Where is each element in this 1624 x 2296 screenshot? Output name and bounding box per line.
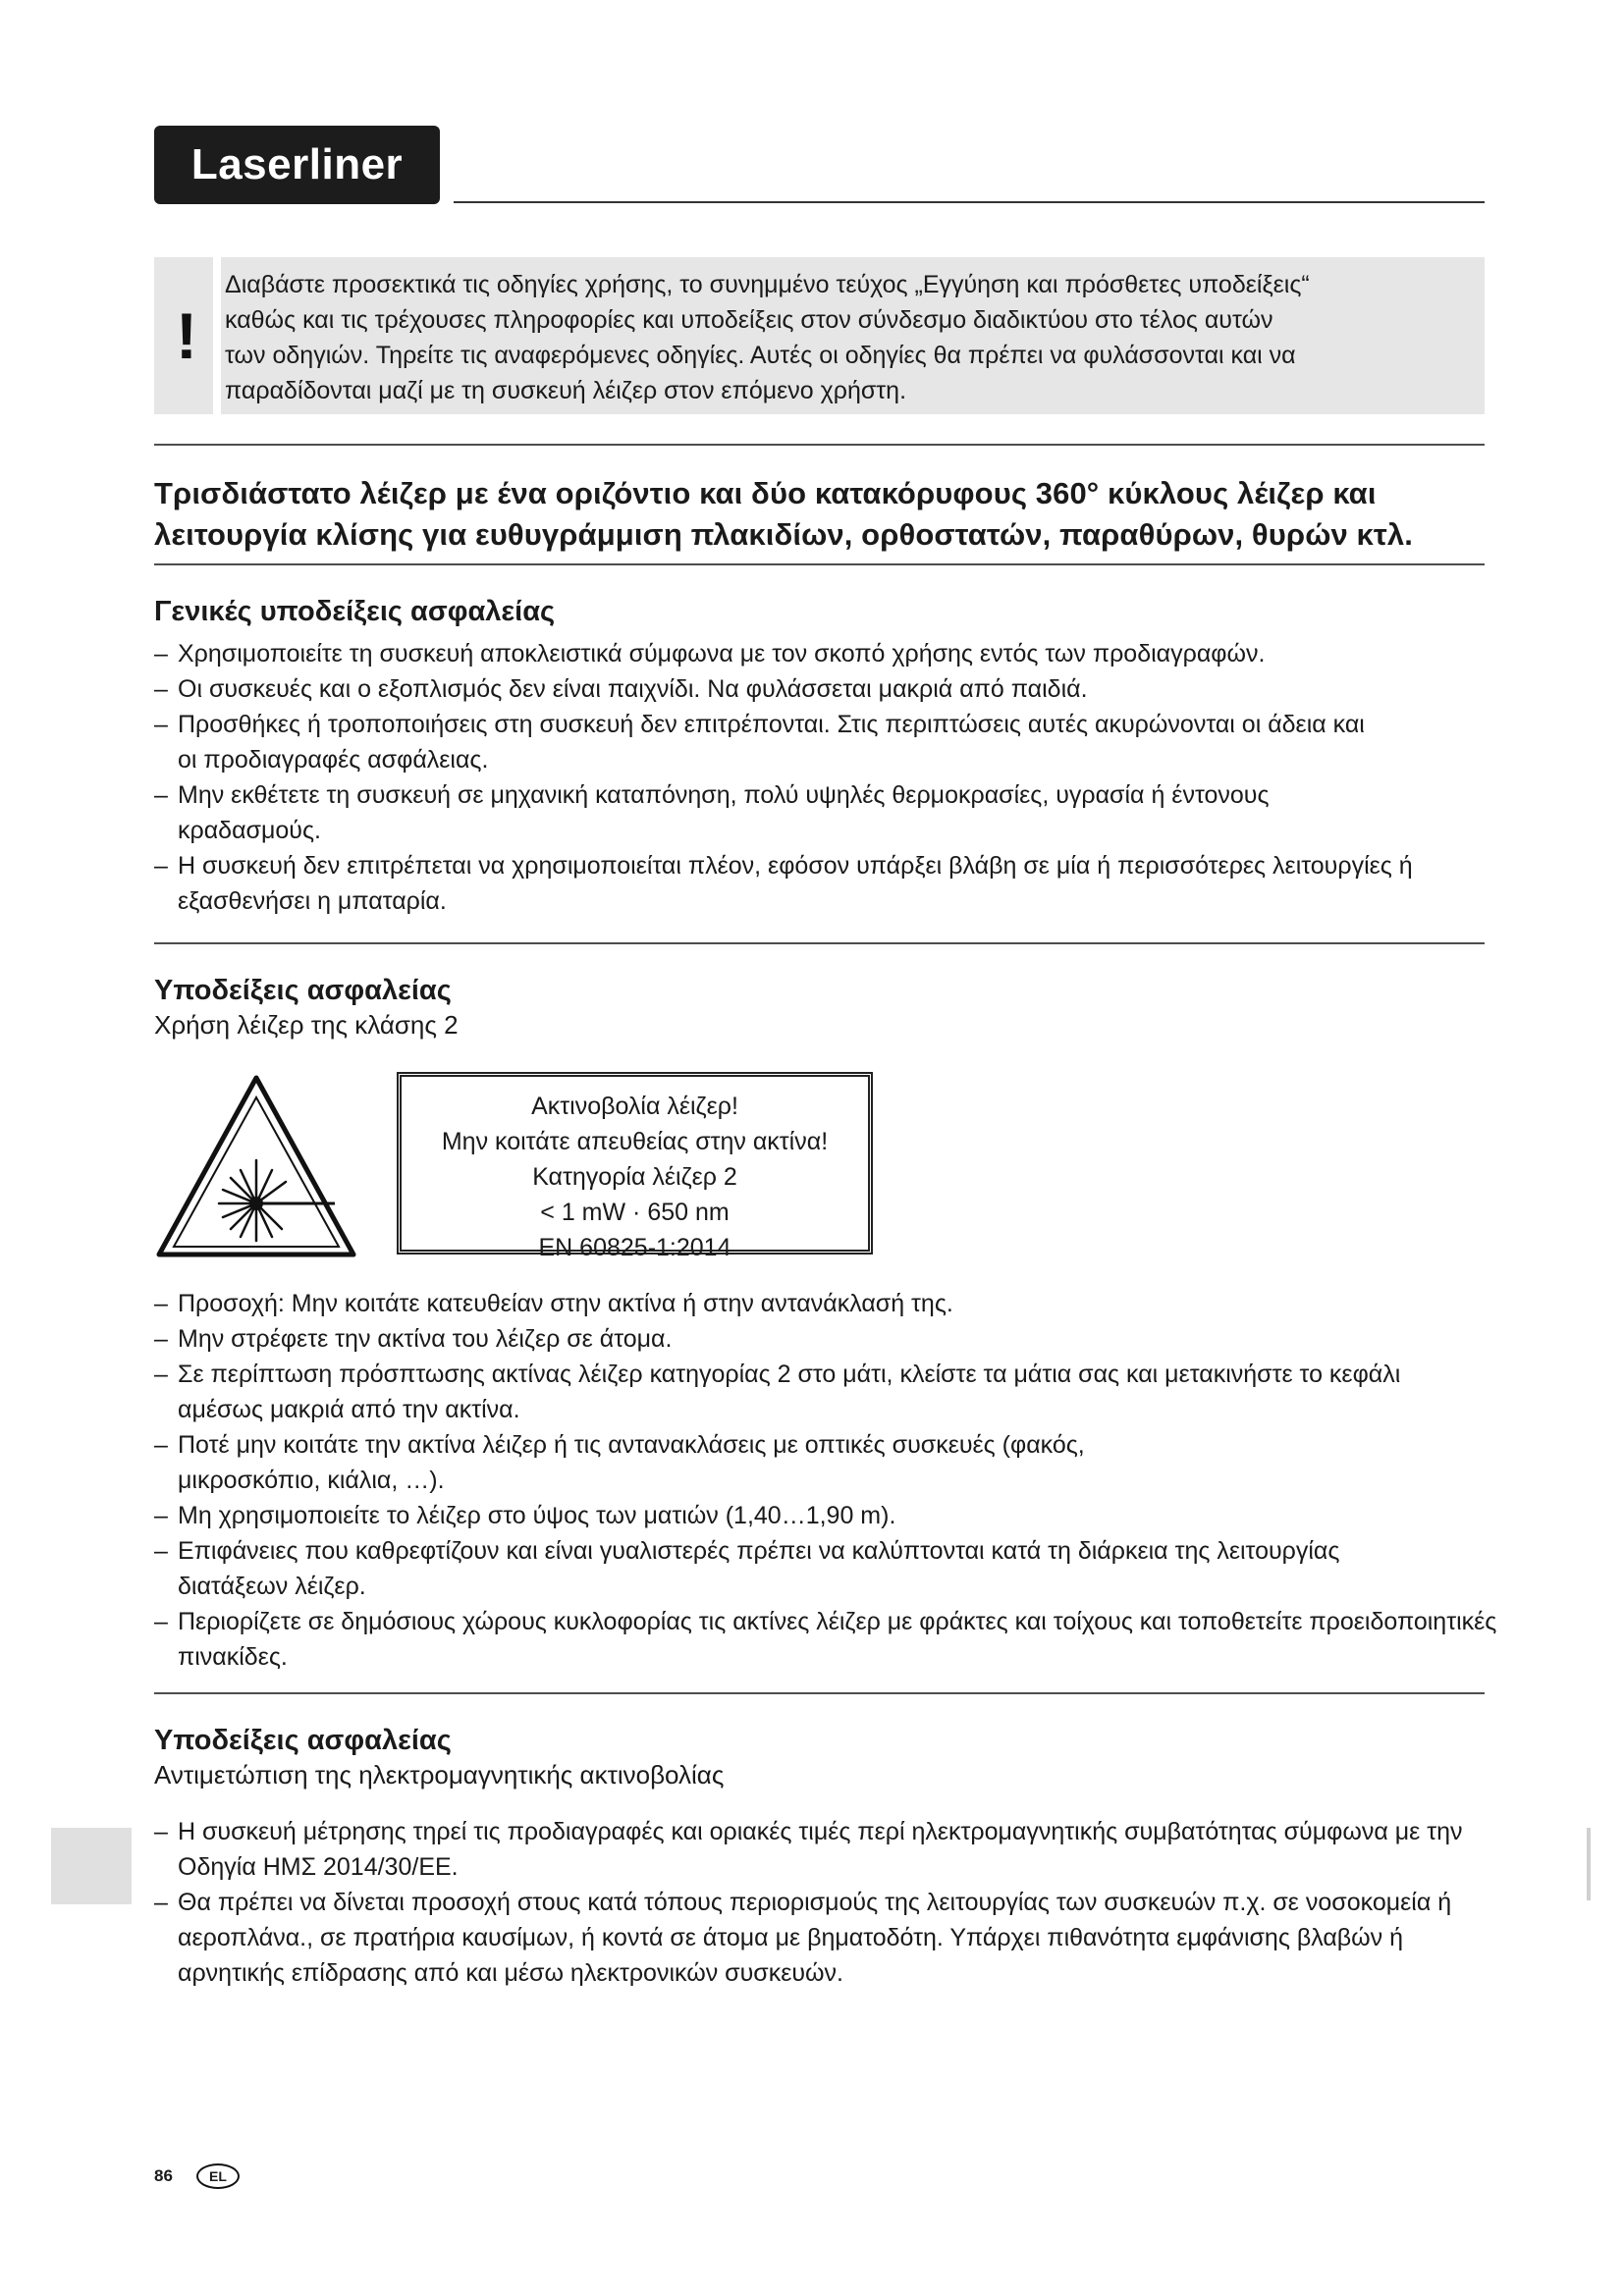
list-item: – Προσθήκες ή τροποποιήσεις στη συσκευή δεν επιτρέπονται. Στις περιπτώσεις αυτές ακυρώνονται οι άδεια και οι προδιαγραφές ασφάλειας. — [154, 707, 1385, 777]
page-number: 86 — [154, 2166, 173, 2185]
notice-line: των οδηγιών. Τηρείτε τις αναφερόμενες οδηγίες. Αυτές οι οδηγίες θα πρέπει να φυλάσσονται και να — [225, 342, 1296, 369]
exclamation-icon: ! — [176, 299, 197, 372]
emc-safety-heading: Υποδείξεις ασφαλείας — [154, 1725, 452, 1756]
label-line: EN 60825-1:2014 — [538, 1234, 731, 1261]
emc-safety-subheading: Αντιμετώπιση της ηλεκτρομαγνητικής ακτινοβολίας — [154, 1760, 725, 1789]
label-line: Κατηγορία λέιζερ 2 — [532, 1163, 737, 1191]
section-divider — [154, 563, 1485, 565]
list-item: – Η συσκευή δεν επιτρέπεται να χρησιμοποιείται πλέον, εφόσον υπάρξει βλάβη σε μία ή περισσότερες λειτουργίες ή εξασθενήσει η μπαταρία. — [154, 848, 1425, 919]
brand-logo: Laserliner — [154, 126, 440, 204]
emc-safety-list — [154, 1814, 1499, 1991]
laser-safety-heading: Υποδείξεις ασφαλείας — [154, 975, 452, 1006]
section-divider — [154, 444, 1485, 446]
laser-warning-triangle-icon — [154, 1072, 358, 1260]
notice-line: καθώς και τις τρέχουσες πληροφορίες και υποδείξεις στον σύνδεσμο διαδικτύου στο τέλος αυτών — [225, 306, 1273, 334]
list-item: – Ποτέ μην κοιτάτε την ακτίνα λέιζερ ή τις αντανακλάσεις με οπτικές συσκευές (φακός, μικροσκόπιο, κιάλια, …). — [154, 1427, 1160, 1498]
list-item: – Επιφάνειες που καθρεφτίζουν και είναι γυαλιστερές πρέπει να καλύπτονται κατά τη διάρκεια της λειτουργίας διατάξεων λέιζερ. — [154, 1533, 1385, 1604]
list-item: – Μην στρέφετε την ακτίνα του λέιζερ σε άτομα. — [154, 1321, 1499, 1357]
list-item: – Θα πρέπει να δίνεται προσοχή στους κατά τόπους περιορισμούς της λειτουργίας των συσκευών π.χ. σε νοσοκομεία ή αεροπλάνα., σε πρατήρια καυσίμων, ή κοντά σε άτομα με βηματοδότη. Υπάρχει πιθανότητα εμφάνισης βλαβών ή αρνητικής επίδρασης από και μέσω ηλεκτρονικών συσκευών. — [154, 1885, 1499, 1991]
list-item: – Χρησιμοποιείτε τη συσκευή αποκλειστικά σύμφωνα με τον σκοπό χρήσης εντός των προδιαγραφών. — [154, 636, 1499, 671]
notice-text — [225, 267, 1472, 408]
list-item: – Σε περίπτωση πρόσπτωσης ακτίνας λέιζερ κατηγορίας 2 στο μάτι, κλείστε τα μάτια σας και μετακινήστε το κεφάλι αμέσως μακριά από την ακτίνα. — [154, 1357, 1454, 1427]
general-safety-heading: Γενικές υποδείξεις ασφαλείας — [154, 596, 556, 627]
edge-mark — [1587, 1828, 1591, 1900]
list-item: – Οι συσκευές και ο εξοπλισμός δεν είναι παιχνίδι. Να φυλάσσεται μακριά από παιδιά. — [154, 671, 1499, 707]
section-divider — [154, 1692, 1485, 1694]
product-title — [154, 473, 1489, 556]
laser-safety-subheading: Χρήση λέιζερ της κλάσης 2 — [154, 1010, 459, 1040]
product-title-line: Τρισδιάστατο λέιζερ με ένα οριζόντιο και δύο κατακόρυφους 360° κύκλους λέιζερ και — [154, 476, 1377, 510]
label-line: Ακτινοβολία λέιζερ! — [531, 1093, 738, 1120]
notice-line: παραδίδονται μαζί με τη συσκευή λέιζερ στον επόμενο χρήστη. — [225, 377, 907, 404]
section-divider — [154, 942, 1485, 944]
list-item: – Μην εκθέτετε τη συσκευή σε μηχανική καταπόνηση, πολύ υψηλές θερμοκρασίες, υγρασία ή έντονους κραδασμούς. — [154, 777, 1336, 848]
general-safety-list — [154, 636, 1499, 919]
list-item: – Περιορίζετε σε δημόσιους χώρους κυκλοφορίας τις ακτίνες λέιζερ με φράκτες και τοίχους και τοποθετείτε προειδοποιητικές πινακίδες. — [154, 1604, 1499, 1675]
product-title-line: λειτουργία κλίσης για ευθυγράμμιση πλακιδίων, ορθοστατών, παραθύρων, θυρών κτλ. — [154, 517, 1413, 552]
label-line: Μην κοιτάτε απευθείας στην ακτίνα! — [441, 1128, 829, 1155]
header-rule — [454, 201, 1485, 203]
notice-line: Διαβάστε προσεκτικά τις οδηγίες χρήσης, το συνημμένο τεύχος „Εγγύηση και πρόσθετες υποδείξεις“ — [225, 271, 1310, 298]
language-badge: EL — [196, 2163, 240, 2189]
list-item: – Μη χρησιμοποιείτε το λέιζερ στο ύψος των ματιών (1,40…1,90 m). — [154, 1498, 1499, 1533]
list-item: – Προσοχή: Μην κοιτάτε κατευθείαν στην ακτίνα ή στην αντανάκλασή της. — [154, 1286, 1499, 1321]
laser-class-label — [397, 1072, 873, 1261]
label-line: < 1 mW · 650 nm — [540, 1199, 730, 1226]
chapter-tab — [51, 1828, 132, 1904]
list-item: – Η συσκευή μέτρησης τηρεί τις προδιαγραφές και οριακές τιμές περί ηλεκτρομαγνητικής συμβατότητας σύμφωνα με την Οδηγία ΗΜΣ 2014/30/ΕΕ. — [154, 1814, 1484, 1885]
notice-divider — [213, 257, 221, 414]
laser-safety-list — [154, 1286, 1499, 1675]
notice-box — [154, 257, 1485, 414]
